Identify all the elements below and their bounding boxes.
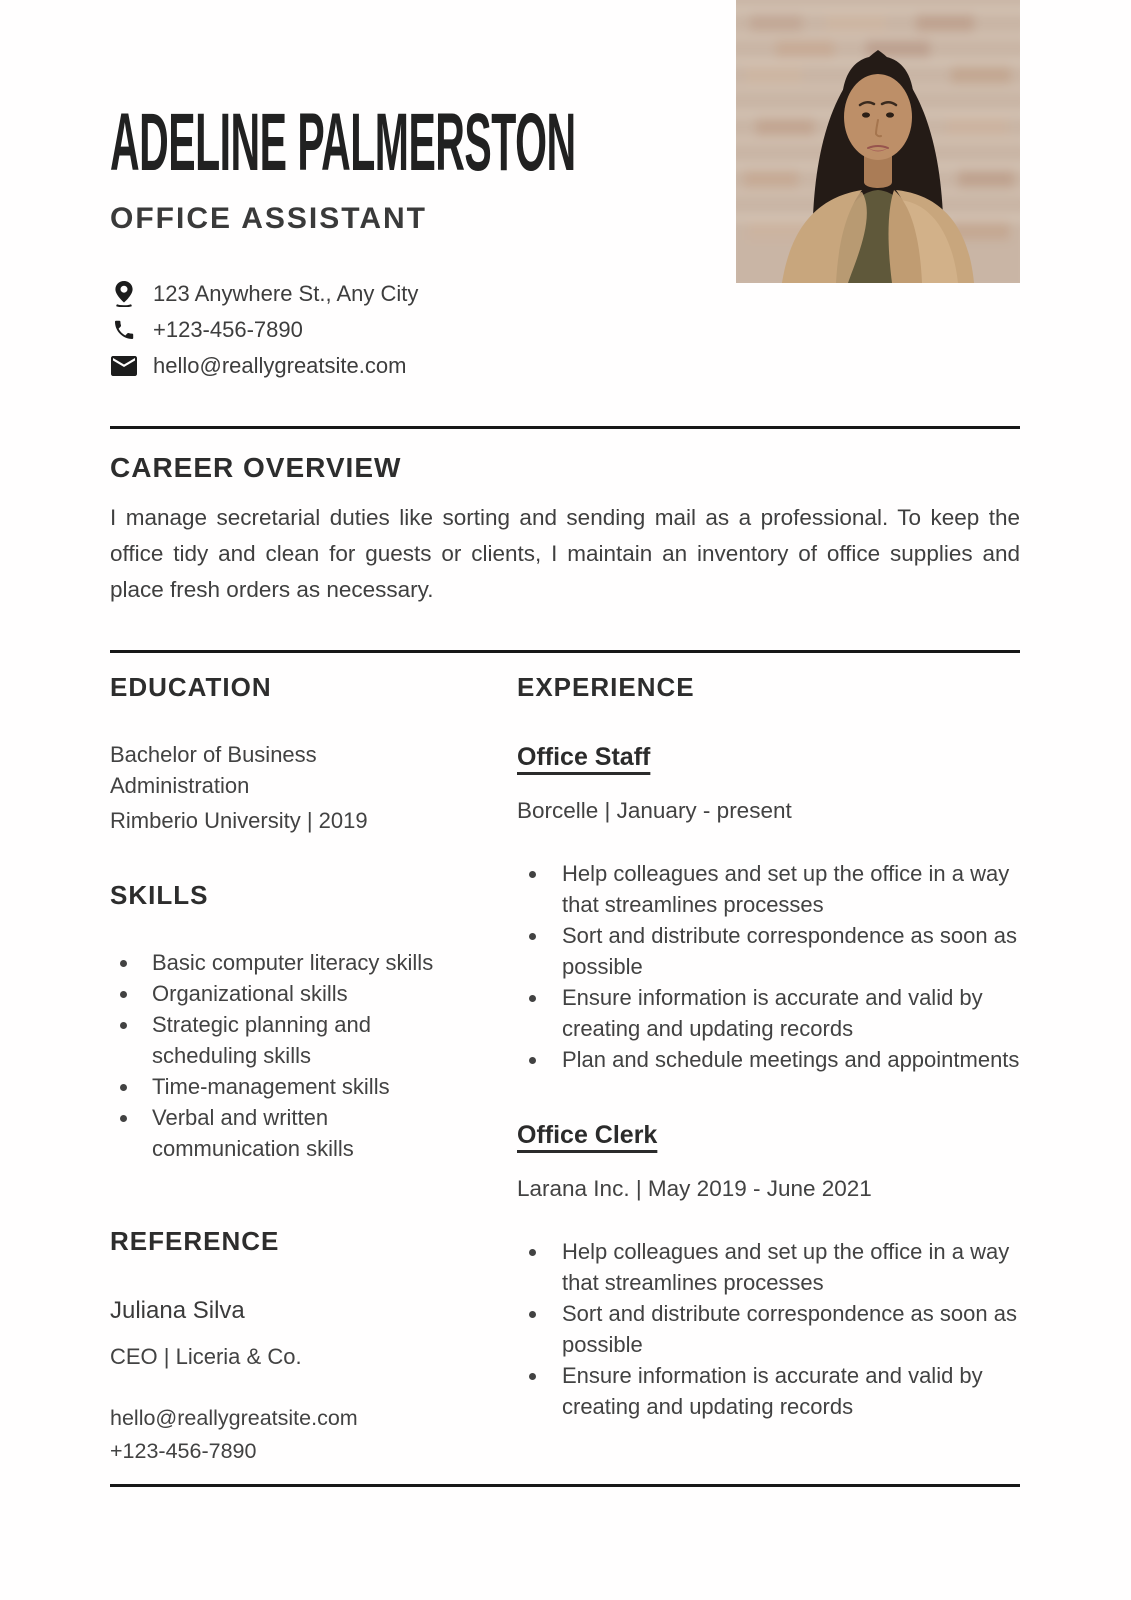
contact-phone [110,316,1020,343]
reference-contact [110,1402,480,1468]
job-bullet: • Help colleagues and set up the office in a way that streamlines processes [549,1236,1020,1298]
contact-address-text: 123 Anywhere St., Any City [153,280,419,306]
career-overview-heading: CAREER OVERVIEW [110,452,402,483]
phone-icon [110,316,137,343]
contact-phone-text: +123-456-7890 [153,316,303,342]
job-bullet: • Sort and distribute correspondence as soon as possible [549,920,1020,982]
education-degree: Bachelor of Business Administration [110,742,317,798]
career-overview-text: I manage secretarial duties like sorting and sending mail as a professional. To keep the office tidy and clean for guests or clients, I maintain an inventory of office supplies and place fresh orders as necessary. [110,505,1020,602]
experience-job [517,743,1020,1075]
career-overview-section [110,452,1020,608]
contact-email-text: hello@reallygreatsite.com [153,352,407,378]
email-icon [110,352,137,379]
skills-list [110,947,480,1164]
reference-phone: +123-456-7890 [110,1439,257,1463]
right-column [517,672,1020,1468]
person-job-title: OFFICE ASSISTANT [110,202,427,235]
reference-heading: REFERENCE [110,1226,280,1256]
contact-address [110,280,1020,307]
reference-role: CEO | Liceria & Co. [110,1344,302,1369]
skill-item: • Strategic planning and scheduling skills [140,1009,480,1071]
job-meta: Larana Inc. | May 2019 - June 2021 [517,1176,872,1201]
left-column [110,672,480,1468]
skill-item: • Organizational skills [140,978,480,1009]
job-bullet-list [517,858,1020,1075]
job-bullet: • Help colleagues and set up the office in a way that streamlines processes [549,858,1020,920]
education-entry [110,739,450,836]
skill-item: • Time-management skills [140,1071,480,1102]
profile-photo [736,0,1020,283]
job-meta: Borcelle | January - present [517,798,792,823]
reference-name: Juliana Silva [110,1297,245,1324]
person-name: ADELINE PALMERSTON [110,97,576,188]
divider-top [110,426,1020,429]
job-title-office-clerk: Office Clerk [517,1121,658,1149]
job-bullet: • Ensure information is accurate and valid by creating and updating records [549,1360,1020,1422]
skill-item: • Basic computer literacy skills [140,947,480,978]
contact-list [110,280,1020,379]
skills-heading: SKILLS [110,880,209,910]
job-bullet: • Ensure information is accurate and valid by creating and updating records [549,982,1020,1044]
education-school: Rimberio University | 2019 [110,808,368,833]
location-pin-icon [110,280,137,307]
job-bullet: • Plan and schedule meetings and appointments [549,1044,1020,1075]
divider-bottom [110,1484,1020,1487]
contact-email [110,352,1020,379]
education-heading: EDUCATION [110,672,272,702]
job-title-office-staff: Office Staff [517,743,651,771]
reference-email: hello@reallygreatsite.com [110,1406,358,1430]
divider-middle [110,650,1020,653]
experience-job [517,1121,1020,1422]
experience-heading: EXPERIENCE [517,672,695,702]
job-bullet-list [517,1236,1020,1422]
skill-item: • Verbal and written communication skills [140,1102,480,1164]
resume-header [110,0,1020,379]
job-bullet: • Sort and distribute correspondence as soon as possible [549,1298,1020,1360]
